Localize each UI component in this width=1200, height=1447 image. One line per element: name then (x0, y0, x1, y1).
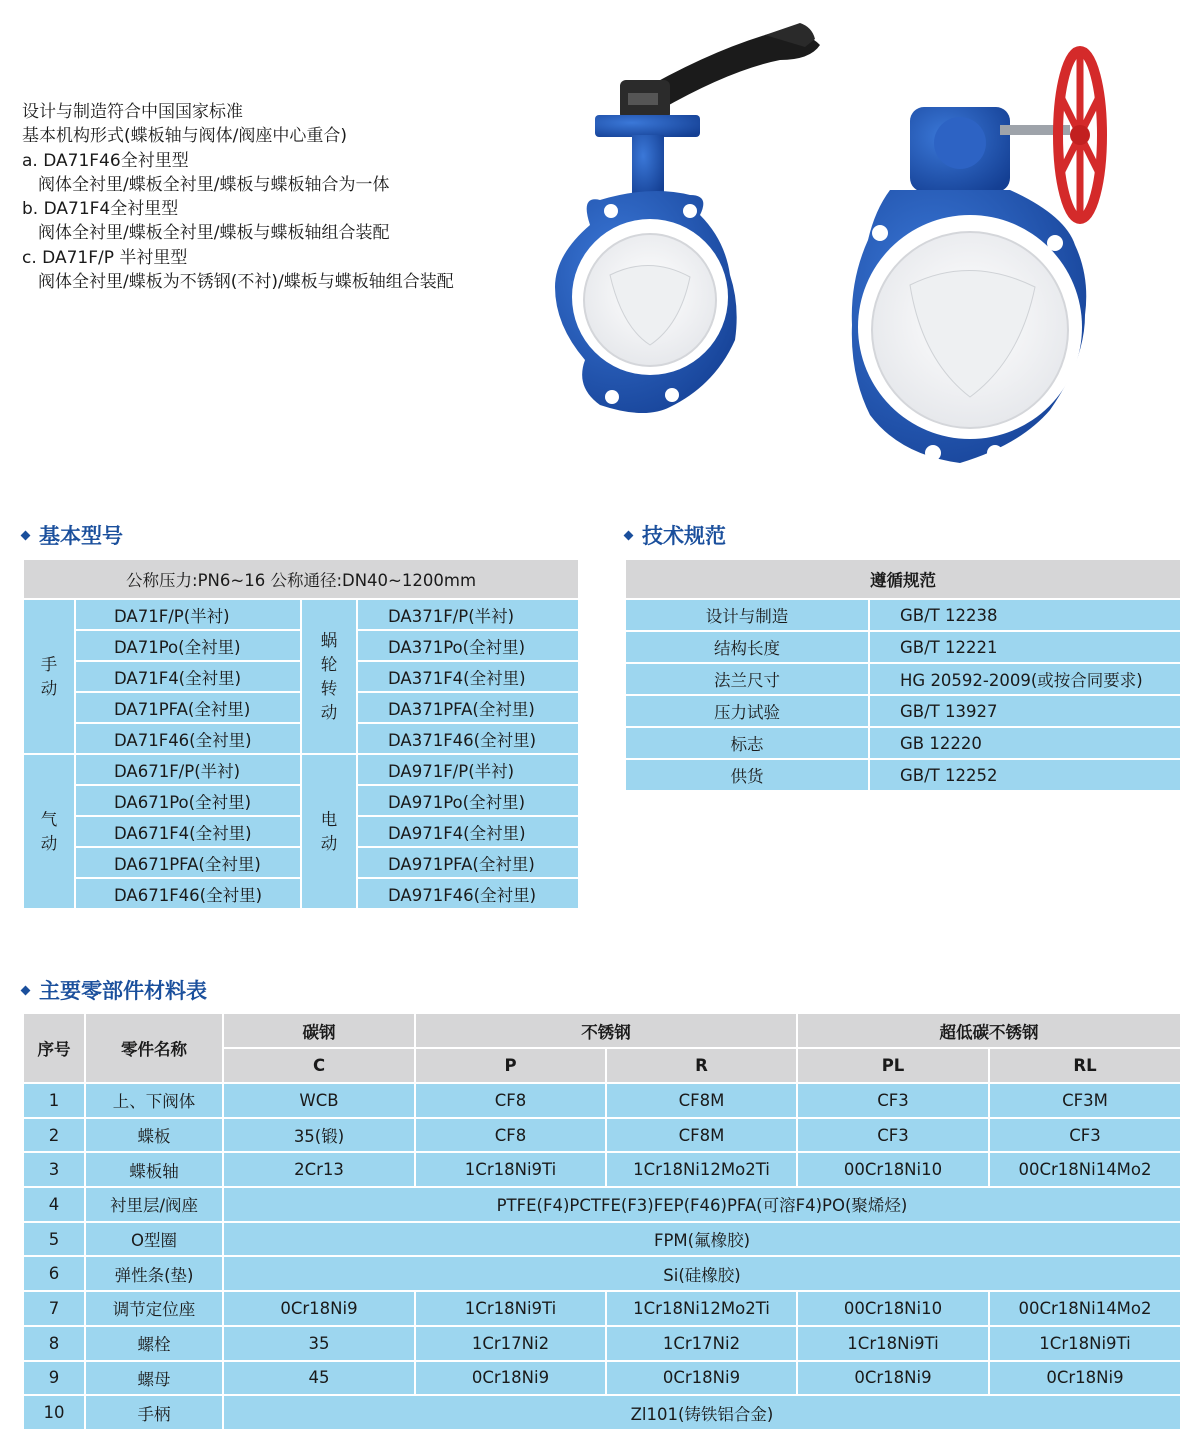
material-cell: 00Cr18Ni10 (797, 1152, 989, 1187)
col-header-p: P (415, 1048, 606, 1083)
table-row (23, 1256, 1181, 1291)
model-cell: DA971Po(全衬里) (357, 785, 579, 816)
col-header-pl: PL (797, 1048, 989, 1083)
material-span-cell: FPM(氟橡胶) (223, 1222, 1181, 1257)
table-row (23, 1222, 1181, 1257)
model-cell: DA671PFA(全衬里) (75, 847, 301, 878)
col-header-c: C (223, 1048, 415, 1083)
spec-name: 设计与制造 (625, 599, 869, 631)
drive-type-label: 手 动 (23, 599, 75, 754)
models-header: 公称压力:PN6~16 公称通径:DN40~1200mm (23, 559, 579, 599)
material-cell: CF8 (415, 1118, 606, 1153)
material-span-cell: PTFE(F4)PCTFE(F3)FEP(F46)PFA(可溶F4)PO(聚烯烃) (223, 1187, 1181, 1222)
model-cell: DA371F/P(半衬) (357, 599, 579, 630)
section-title-text: 技术规范 (642, 524, 726, 548)
row-part: 蝶板 (85, 1118, 223, 1153)
intro-line: c. DA71F/P 半衬里型 (22, 247, 188, 268)
gear-valve (852, 51, 1102, 463)
row-no: 4 (23, 1187, 85, 1222)
diamond-bullet-icon (21, 530, 31, 540)
model-cell: DA971PFA(全衬里) (357, 847, 579, 878)
material-cell: 1Cr18Ni12Mo2Ti (606, 1291, 797, 1326)
material-span-cell: Zl101(铸铁铝合金) (223, 1395, 1181, 1430)
spec-name: 标志 (625, 727, 869, 759)
row-part: 弹性条(垫) (85, 1256, 223, 1291)
model-cell: DA371PFA(全衬里) (357, 692, 579, 723)
table-row (23, 1118, 1181, 1153)
row-part: 上、下阀体 (85, 1083, 223, 1118)
material-cell: CF3 (797, 1083, 989, 1118)
drive-type-label: 气 动 (23, 754, 75, 909)
section-title-text: 基本型号 (39, 524, 123, 548)
table-row (23, 1291, 1181, 1326)
material-cell: CF8M (606, 1118, 797, 1153)
material-cell: 1Cr18Ni9Ti (797, 1326, 989, 1361)
table-row (23, 1187, 1181, 1222)
intro-text (22, 100, 454, 294)
table-row (23, 1083, 1181, 1118)
row-part: 调节定位座 (85, 1291, 223, 1326)
col-header-no: 序号 (23, 1013, 85, 1083)
section-title-specs (625, 520, 726, 550)
spec-name: 供货 (625, 759, 869, 791)
material-cell: 00Cr18Ni14Mo2 (989, 1291, 1181, 1326)
model-cell: DA71Po(全衬里) (75, 630, 301, 661)
model-cell: DA671F4(全衬里) (75, 816, 301, 847)
material-cell: 2Cr13 (223, 1152, 415, 1187)
col-header-r: R (606, 1048, 797, 1083)
row-no: 3 (23, 1152, 85, 1187)
table-row (23, 1152, 1181, 1187)
col-header-low-carbon: 超低碳不锈钢 (797, 1013, 1181, 1048)
material-cell: CF3 (989, 1118, 1181, 1153)
model-cell: DA71PFA(全衬里) (75, 692, 301, 723)
models-table (22, 558, 580, 910)
model-cell: DA671Po(全衬里) (75, 785, 301, 816)
row-no: 7 (23, 1291, 85, 1326)
material-cell: CF8 (415, 1083, 606, 1118)
model-cell: DA371F4(全衬里) (357, 661, 579, 692)
row-part: O型圈 (85, 1222, 223, 1257)
diamond-bullet-icon (624, 530, 634, 540)
intro-line: 基本机构形式(蝶板轴与阀体/阀座中心重合) (22, 126, 347, 147)
spec-value: GB/T 12252 (869, 759, 1181, 791)
section-title-materials (22, 975, 207, 1005)
row-part: 螺栓 (85, 1326, 223, 1361)
model-cell: DA71F/P(半衬) (75, 599, 301, 630)
col-header-carbon: 碳钢 (223, 1013, 415, 1048)
material-cell: 00Cr18Ni14Mo2 (989, 1152, 1181, 1187)
material-cell: 35(锻) (223, 1118, 415, 1153)
table-row (23, 1361, 1181, 1396)
material-cell: CF3M (989, 1083, 1181, 1118)
material-cell: 1Cr17Ni2 (415, 1326, 606, 1361)
table-row (23, 1395, 1181, 1430)
col-header-stainless: 不锈钢 (415, 1013, 797, 1048)
row-part: 螺母 (85, 1361, 223, 1396)
col-header-part: 零件名称 (85, 1013, 223, 1083)
model-cell: DA971F4(全衬里) (357, 816, 579, 847)
intro-line: 阀体全衬里/蝶板为不锈钢(不衬)/蝶板与蝶板轴组合装配 (38, 272, 454, 293)
material-cell: 45 (223, 1361, 415, 1396)
material-cell: 35 (223, 1326, 415, 1361)
drive-type-label: 蜗 轮 转 动 (301, 599, 357, 754)
row-no: 10 (23, 1395, 85, 1430)
model-cell: DA71F46(全衬里) (75, 723, 301, 754)
material-cell: 1Cr18Ni9Ti (415, 1291, 606, 1326)
spec-name: 法兰尺寸 (625, 663, 869, 695)
spec-value: GB 12220 (869, 727, 1181, 759)
intro-line: b. DA71F4全衬里型 (22, 199, 179, 220)
material-cell: 00Cr18Ni10 (797, 1291, 989, 1326)
material-span-cell: Si(硅橡胶) (223, 1256, 1181, 1291)
row-no: 6 (23, 1256, 85, 1291)
intro-line: 阀体全衬里/蝶板全衬里/蝶板与蝶板轴组合装配 (38, 223, 390, 244)
col-header-rl: RL (989, 1048, 1181, 1083)
row-no: 9 (23, 1361, 85, 1396)
row-no: 8 (23, 1326, 85, 1361)
specs-header: 遵循规范 (625, 559, 1181, 599)
spec-value: GB/T 12221 (869, 631, 1181, 663)
model-cell: DA371F46(全衬里) (357, 723, 579, 754)
model-cell: DA671F46(全衬里) (75, 878, 301, 909)
model-cell: DA71F4(全衬里) (75, 661, 301, 692)
material-cell: 0Cr18Ni9 (606, 1361, 797, 1396)
spec-value: GB/T 13927 (869, 695, 1181, 727)
intro-line: 阀体全衬里/蝶板全衬里/蝶板与蝶板轴合为一体 (38, 174, 390, 195)
row-no: 5 (23, 1222, 85, 1257)
material-cell: 1Cr17Ni2 (606, 1326, 797, 1361)
spec-value: HG 20592-2009(或按合同要求) (869, 663, 1181, 695)
row-no: 2 (23, 1118, 85, 1153)
material-cell: 1Cr18Ni9Ti (989, 1326, 1181, 1361)
drive-type-label: 电 动 (301, 754, 357, 909)
table-row (23, 1326, 1181, 1361)
row-part: 手柄 (85, 1395, 223, 1430)
intro-line: a. DA71F46全衬里型 (22, 150, 189, 171)
specs-table (624, 558, 1182, 792)
material-cell: 0Cr18Ni9 (223, 1291, 415, 1326)
model-cell: DA971F/P(半衬) (357, 754, 579, 785)
material-cell: 0Cr18Ni9 (989, 1361, 1181, 1396)
row-no: 1 (23, 1083, 85, 1118)
section-title-models (22, 520, 123, 550)
intro-line: 设计与制造符合中国国家标准 (22, 102, 243, 122)
lever-valve (555, 23, 820, 413)
materials-table (22, 1012, 1182, 1431)
material-cell: CF8M (606, 1083, 797, 1118)
section-title-text: 主要零部件材料表 (39, 979, 207, 1003)
material-cell: 1Cr18Ni9Ti (415, 1152, 606, 1187)
model-cell: DA371Po(全衬里) (357, 630, 579, 661)
material-cell: WCB (223, 1083, 415, 1118)
spec-name: 结构长度 (625, 631, 869, 663)
row-part: 衬里层/阀座 (85, 1187, 223, 1222)
material-cell: CF3 (797, 1118, 989, 1153)
material-cell: 1Cr18Ni12Mo2Ti (606, 1152, 797, 1187)
valve-illustration (550, 15, 1110, 470)
row-part: 蝶板轴 (85, 1152, 223, 1187)
spec-value: GB/T 12238 (869, 599, 1181, 631)
diamond-bullet-icon (21, 985, 31, 995)
model-cell: DA671F/P(半衬) (75, 754, 301, 785)
model-cell: DA971F46(全衬里) (357, 878, 579, 909)
material-cell: 0Cr18Ni9 (415, 1361, 606, 1396)
spec-name: 压力试验 (625, 695, 869, 727)
material-cell: 0Cr18Ni9 (797, 1361, 989, 1396)
